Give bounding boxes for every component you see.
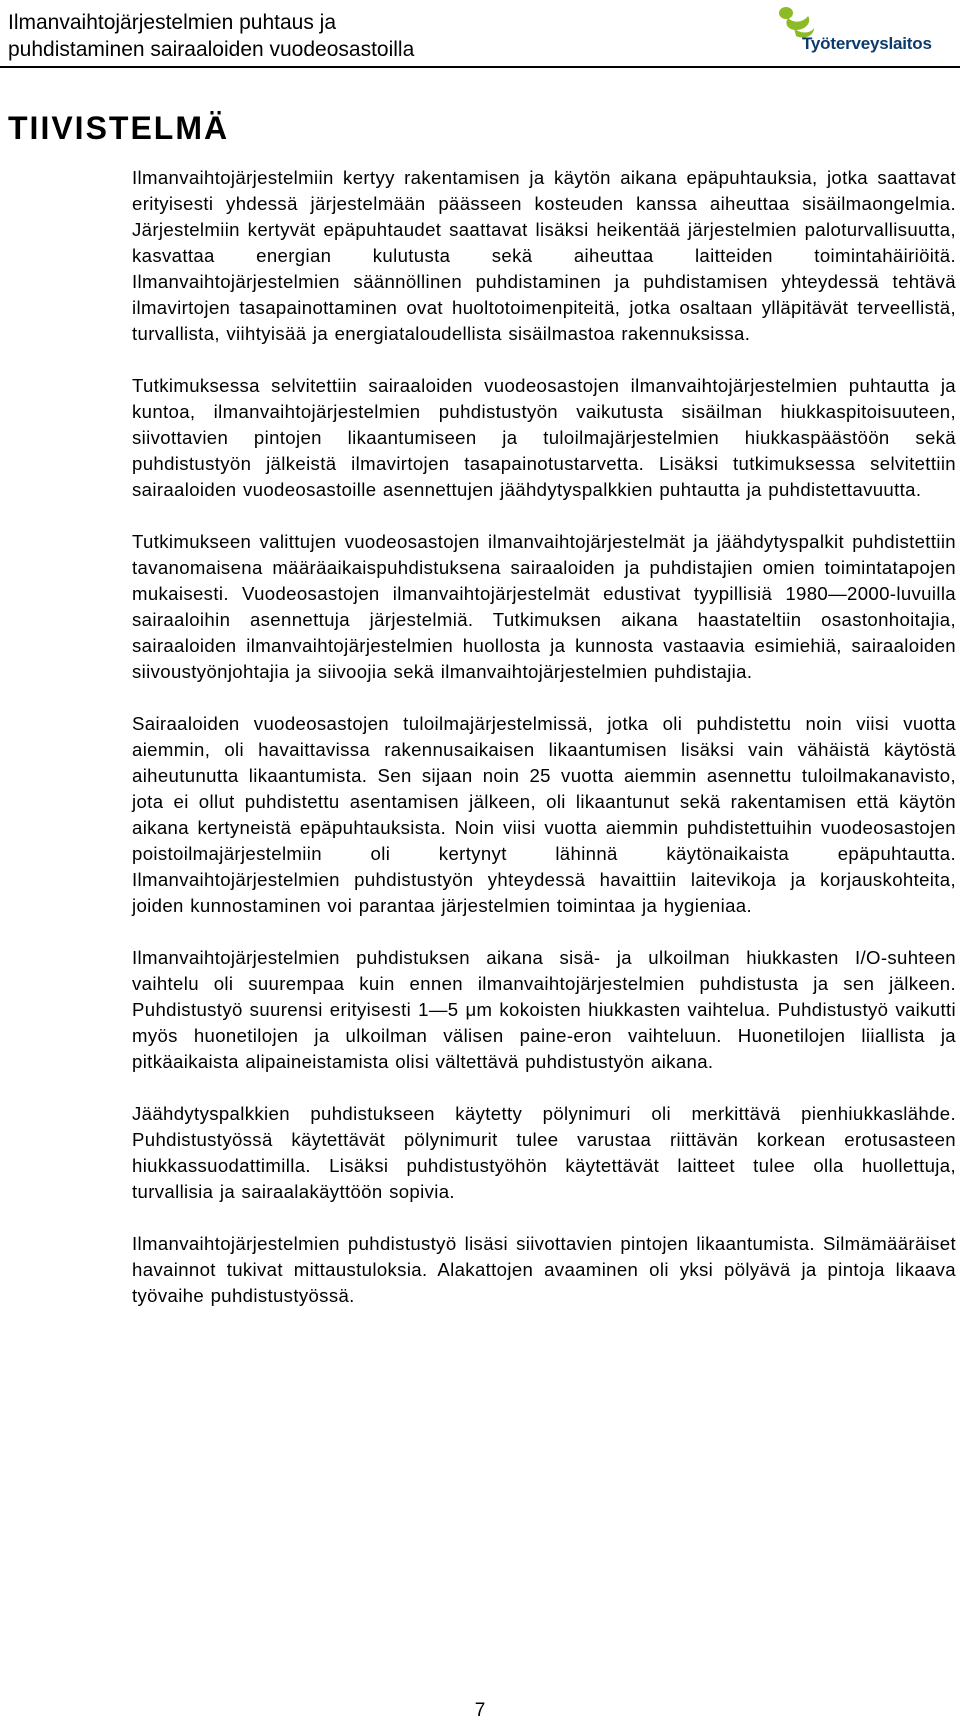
paragraph: Tutkimukseen valittujen vuodeosastojen ilmanvaihtojärjestelmät ja jäähdytyspalkit puhdistettiin tavanomaisena määräaikaispuhdistuksena sairaaloiden ja puhdistajien omien toimintatapojen mukaisesti. Vuodeosastojen ilmanvaihtojärjestelmät edustivat tyypillisiä 1980—2000-luvuilla sairaaloihin asennettuja järjestelmiä. Tutkimuksen aikana haastateltiin osastonhoitajia, sairaaloiden ilmanvaihtojärjestelmien huollosta ja kunnosta vastaavia esimiehiä, sairaaloiden siivoustyönjohtajia ja siivoojia sekä ilmanvaihtojärjestelmien puhdistajia. [132, 531, 956, 682]
summary-body [132, 165, 956, 1335]
paragraph: Tutkimuksessa selvitettiin sairaaloiden vuodeosastojen ilmanvaihtojärjestelmien puhtautta ja kuntoa, ilmanvaihtojärjestelmien puhdistustyön vaikutusta sisäilman hiukkaspitoisuuteen, siivottavien pintojen likaantumiseen ja tuloilmajärjestelmien hiukkaspäästöön sekä puhdistustyön jälkeistä ilmavirtojen tasapainotustarvetta. Lisäksi tutkimuksessa selvitettiin sairaaloiden vuodeosastoille asennettujen jäähdytyspalkkien puhtautta ja puhdistettavuutta. [132, 375, 956, 500]
paragraph: Ilmanvaihtojärjestelmiin kertyy rakentamisen ja käytön aikana epäpuhtauksia, jotka saattavat erityisesti yhdessä järjestelmään päässeen kosteuden kanssa aiheuttaa sisäilmaongelmia. Järjestelmiin kertyvät epäpuhtaudet saattavat lisäksi heikentää järjestelmien paloturvallisuutta, kasvattaa energian kulutusta sekä aiheuttaa laitteiden toimintahäiriöitä. Ilmanvaihtojärjestelmien säännöllinen puhdistaminen ja puhdistamisen yhteydessä tehtävä ilmavirtojen tasapainottaminen ovat huoltotoimenpiteitä, jotka osaltaan ylläpitävät terveellistä, turvallista, viihtyisää ja energiataloudellista sisäilmastoa rakennuksissa. [132, 167, 956, 344]
running-header-line-1: Ilmanvaihtojärjestelmien puhtaus ja [8, 11, 337, 34]
tyoterveyslaitos-logo [774, 4, 944, 60]
page-header [0, 0, 960, 66]
running-header-title [8, 9, 414, 63]
header-divider [0, 66, 960, 68]
logo-wordmark: Työterveyslaitos [802, 34, 932, 53]
page-number: 7 [474, 1700, 486, 1721]
page-title: TIIVISTELMÄ [8, 110, 230, 146]
paragraph: Sairaaloiden vuodeosastojen tuloilmajärjestelmissä, jotka oli puhdistettu noin viisi vuotta aiemmin, oli havaittavissa rakennusaikaisen likaantumisen lisäksi vain vähäistä käytöstä aiheutunutta likaantumista. Sen sijaan noin 25 vuotta aiemmin asennettu tuloilmakanavisto, jota ei ollut puhdistettu asentamisen jälkeen, oli likaantunut sekä rakentamisen että käytön aikana kertyneistä epäpuhtauksista. Noin viisi vuotta aiemmin puhdistettuihin vuodeosastojen poistoilmajärjestelmiin oli kertynyt lähinnä käytönaikaista epäpuhtautta. Ilmanvaihtojärjestelmien puhdistustyön yhteydessä havaittiin laitevikoja ja korjauskohteita, joiden kunnostaminen voi parantaa järjestelmien toimintaa ja hygieniaa. [132, 713, 956, 916]
paragraph: Ilmanvaihtojärjestelmien puhdistustyö lisäsi siivottavien pintojen likaantumista. Silmämääräiset havainnot tukivat mittaustuloksia. Alakattojen avaaminen oli yksi pölyävä ja pintoja likaava työvaihe puhdistustyössä. [132, 1233, 956, 1306]
paragraph: Ilmanvaihtojärjestelmien puhdistuksen aikana sisä- ja ulkoilman hiukkasten I/O-suhteen vaihtelu oli suurempaa kuin ennen ilmanvaihtojärjestelmien puhdistusta ja sen jälkeen. Puhdistustyö suurensi erityisesti 1—5 μm kokoisten hiukkasten vaihtelua. Puhdistustyö vaikutti myös huonetilojen ja ulkoilman välisen paine-eron vaihteluun. Huonetilojen liiallista ja pitkäaikaista alipaineistamista olisi vältettävä puhdistustyön aikana. [132, 947, 956, 1072]
running-header-line-2: puhdistaminen sairaaloiden vuodeosastoilla [8, 38, 415, 61]
paragraph: Jäähdytyspalkkien puhdistukseen käytetty pölynimuri oli merkittävä pienhiukkaslähde. Puhdistustyössä käytettävät pölynimurit tulee varustaa riittävän korkean erotusasteen hiukkassuodattimilla. Lisäksi puhdistustyöhön käytettävät laitteet tulee olla huollettuja, turvallisia ja sairaalakäyttöön sopivia. [132, 1103, 956, 1202]
